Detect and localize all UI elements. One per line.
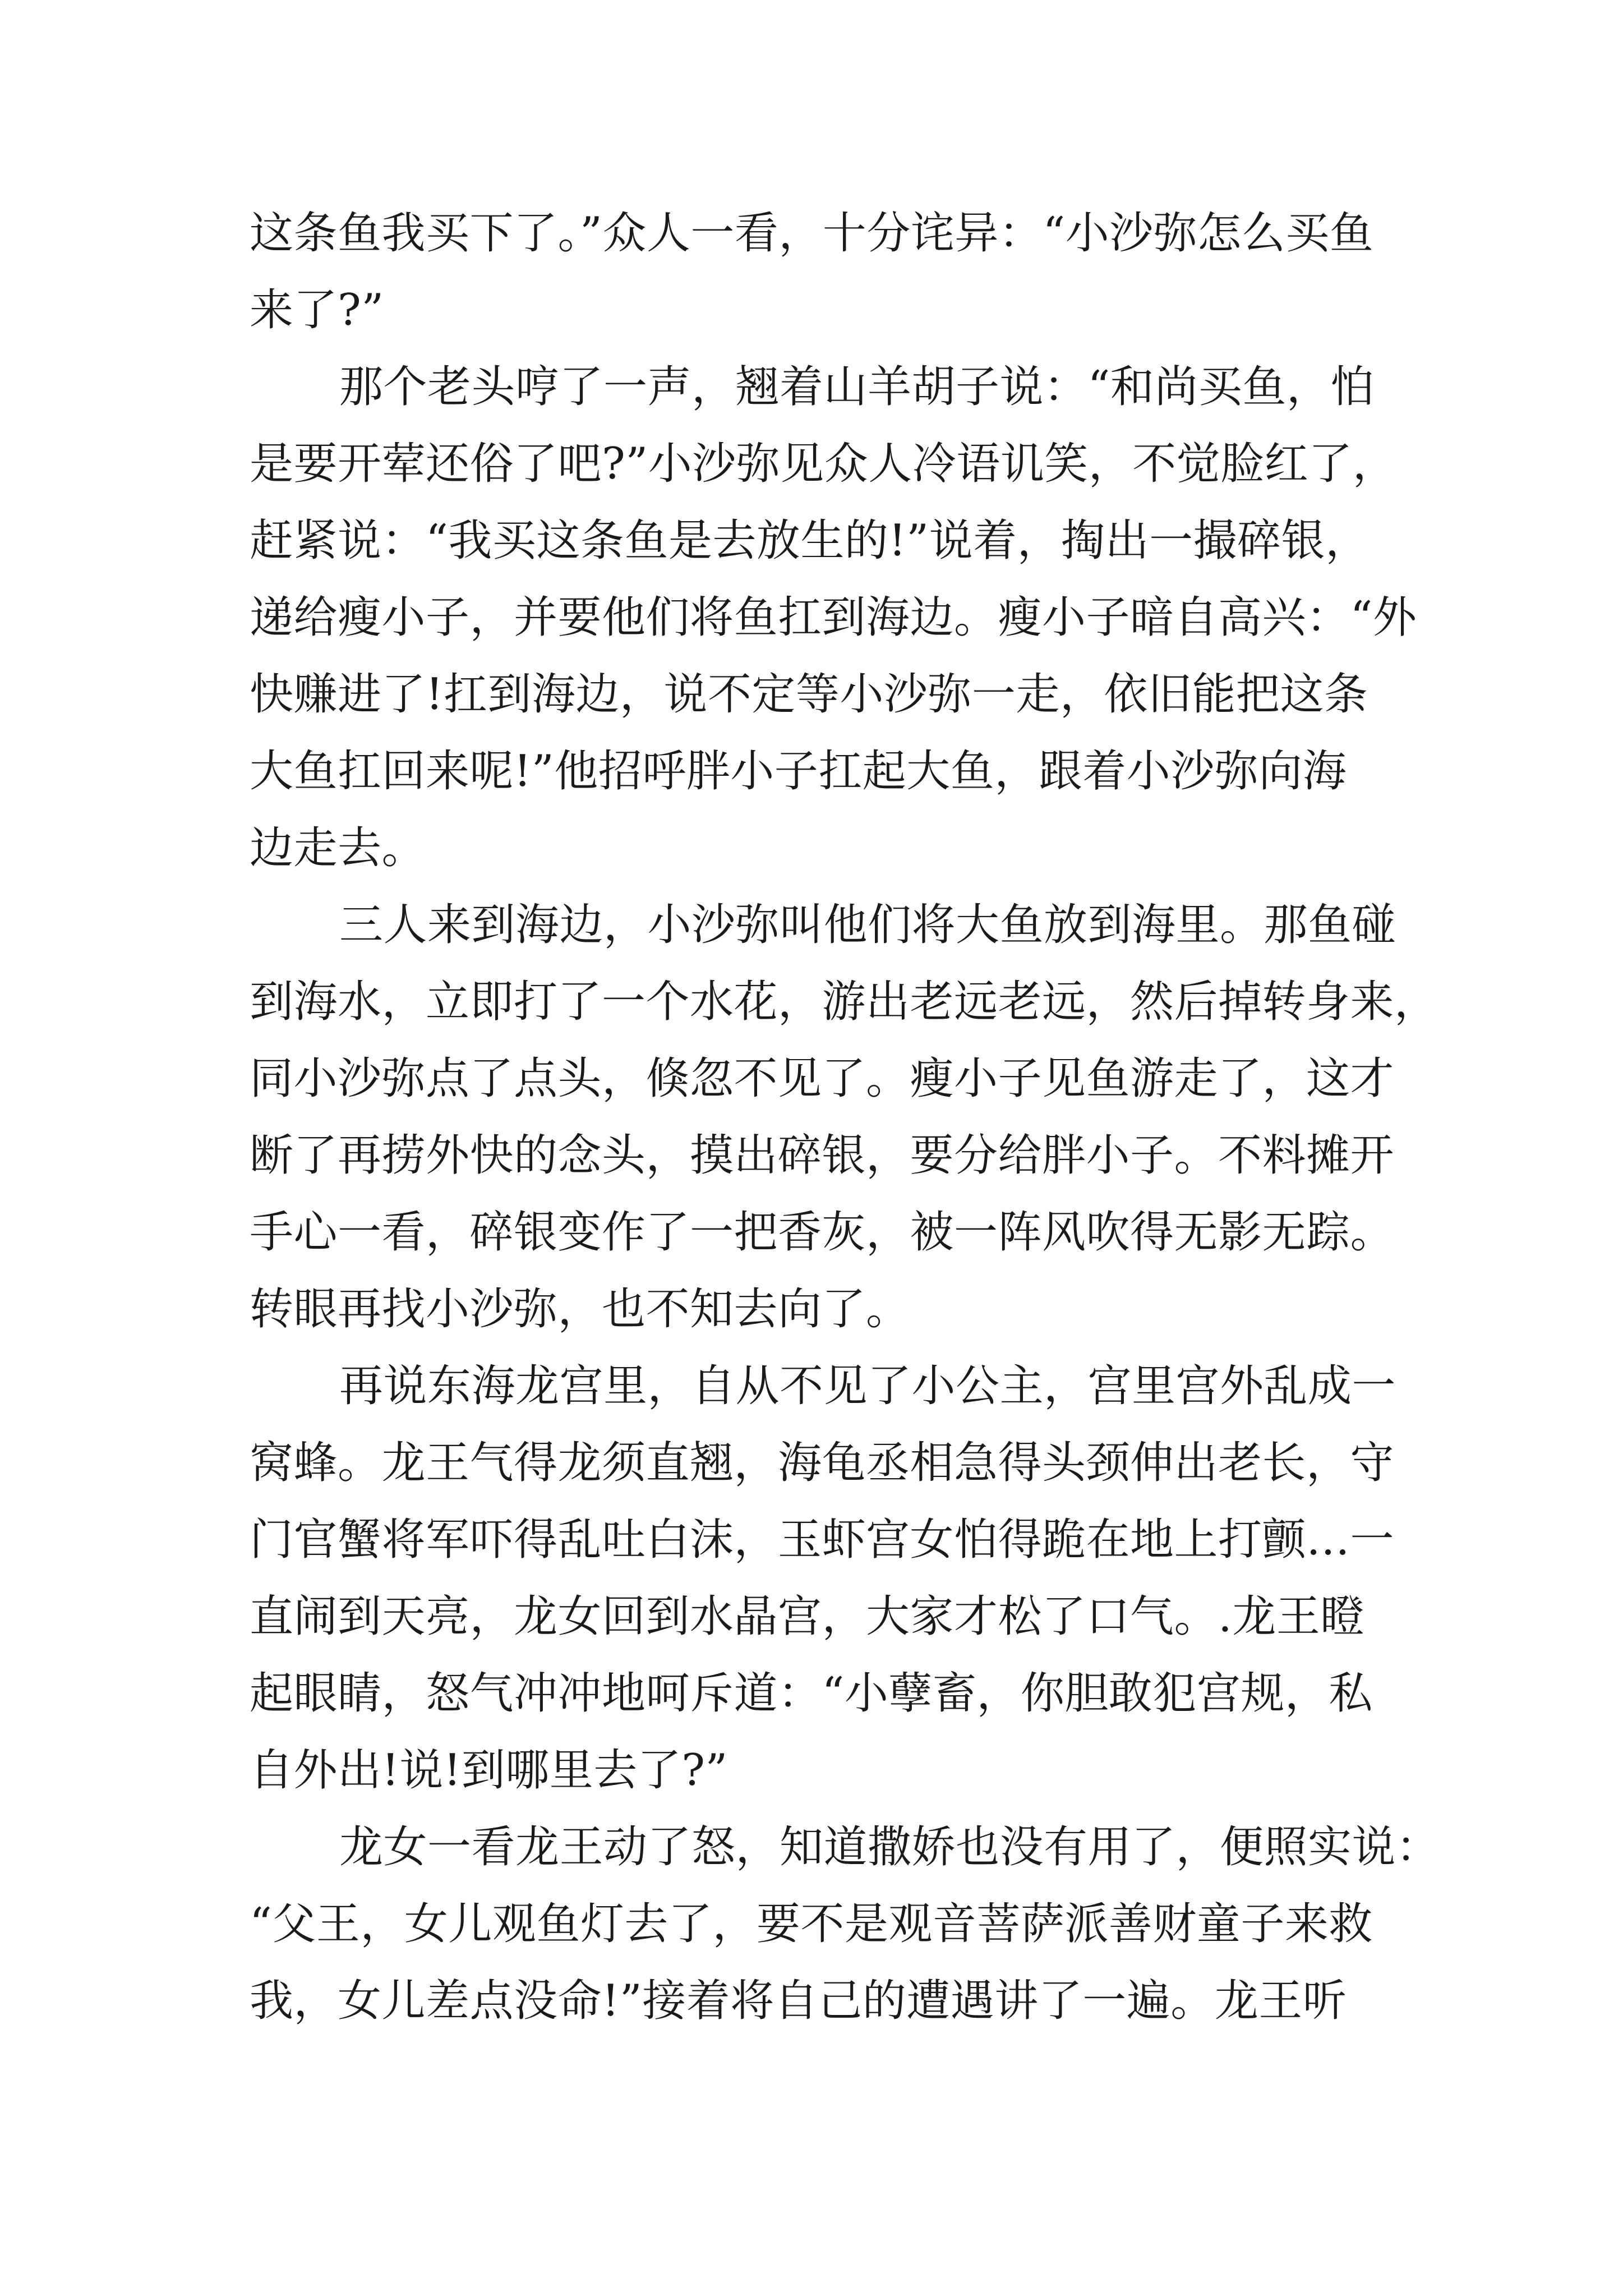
- text-line: 窝蜂。龙王气得龙须直翘，海龟丞相急得头颈伸出老长，守: [250, 1438, 1395, 1488]
- text-line: 我，女儿差点没命!”接着将自己的遭遇讲了一遍。龙王听: [250, 1976, 1347, 2026]
- text-line: 龙女一看龙王动了怒，知道撒娇也没有用了，便照实说：: [339, 1822, 1440, 1872]
- text-line: 断了再捞外快的念头，摸出碎银，要分给胖小子。不料摊开: [250, 1130, 1395, 1181]
- text-line: 起眼睛，怒气冲冲地呵斥道：“小孽畜，你胆敢犯宫规，私: [250, 1668, 1373, 1719]
- paragraph-2: [250, 349, 1417, 887]
- text-line: 边走去。: [250, 823, 426, 873]
- text-line: 这条鱼我买下了。”众人一看，十分诧异：“小沙弥怎么买鱼: [250, 208, 1374, 259]
- text-line: 是要开荤还俗了吧?”小沙弥见众人冷语讥笑，不觉脸红了，: [250, 439, 1397, 489]
- text-line: 递给瘦小子，并要他们将鱼扛到海边。瘦小子暗自高兴：“外: [250, 592, 1417, 643]
- paragraph-5: [250, 1809, 1440, 2040]
- text-line: 直闹到天亮，龙女回到水晶宫，大家才松了口气。.龙王瞪: [250, 1591, 1364, 1642]
- text-line: 那个老头哼了一声，翘着山羊胡子说：“和尚买鱼，怕: [339, 362, 1375, 412]
- text-line: 转眼再找小沙弥，也不知去向了。: [250, 1284, 910, 1335]
- text-line: “父王，女儿观鱼灯去了，要不是观音菩萨派善财童子来救: [250, 1899, 1373, 1949]
- text-line: 三人来到海边，小沙弥叫他们将大鱼放到海里。那鱼碰: [339, 900, 1396, 950]
- text-line: 来了?”: [250, 285, 384, 335]
- text-line: 自外出!说!到哪里去了?”: [250, 1745, 728, 1796]
- text-line: 再说东海龙宫里，自从不见了小公主，宫里宫外乱成一: [339, 1361, 1396, 1411]
- text-line: 手心一看，碎银变作了一把香灰，被一阵风吹得无影无踪。: [250, 1207, 1395, 1258]
- text-line: 大鱼扛回来呢!”他招呼胖小子扛起大鱼，跟着小沙弥向海: [250, 746, 1347, 797]
- paragraph-4: [250, 1348, 1396, 1809]
- text-line: 同小沙弥点了点头，倏忽不见了。瘦小子见鱼游走了，这才: [250, 1053, 1395, 1104]
- body-text: [250, 195, 1440, 2040]
- text-line: 门官蟹将军吓得乱吐白沫，玉虾宫女怕得跪在地上打颤…一: [250, 1515, 1395, 1565]
- text-line: 到海水，立即打了一个水花，游出老远老远，然后掉转身来，: [250, 977, 1438, 1027]
- text-line: 赶紧说：“我买这条鱼是去放生的!”说着，掏出一撮碎银，: [250, 516, 1370, 566]
- text-line: 快赚进了!扛到海边，说不定等小沙弥一走，依旧能把这条: [250, 669, 1368, 720]
- paragraph-3: [250, 887, 1438, 1348]
- paragraph-1: [250, 195, 1388, 349]
